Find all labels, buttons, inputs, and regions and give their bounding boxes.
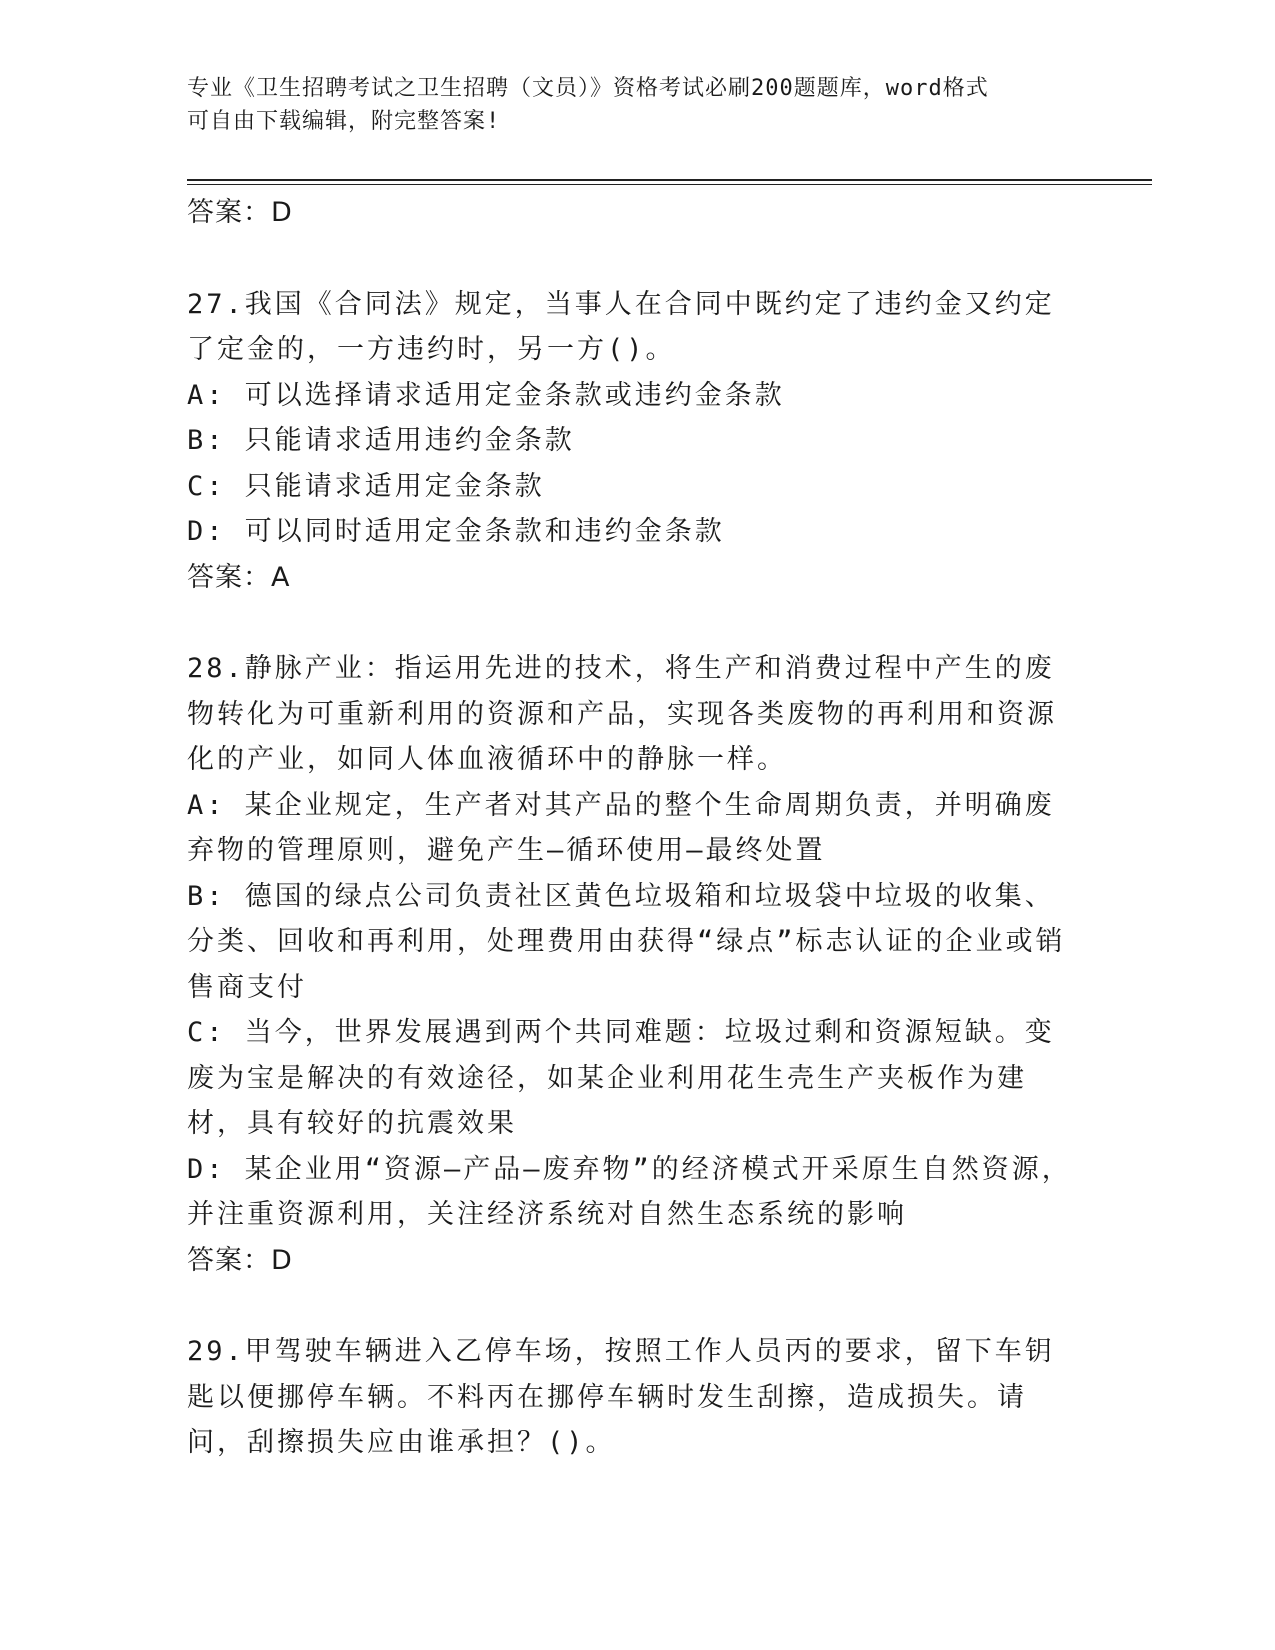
option-d: D: 某企业用“资源—产品—废弃物”的经济模式开采原生自然资源，并注重资源利用，关注经济系统对自然生态系统的影响 [187,1153,1072,1230]
answer-value: D [271,197,293,228]
question-content [187,190,1077,1466]
question-27 [187,282,1077,601]
answer-line [187,1238,1077,1284]
previous-answer-line [187,190,1077,236]
option-b: B: 只能请求适用违约金条款 [187,425,575,456]
answer-line [187,555,1077,601]
question-28 [187,646,1077,1283]
option-a: A: 可以选择请求适用定金条款或违约金条款 [187,379,785,411]
answer-label: 答案： [187,561,271,593]
question-text: 27.我国《合同法》规定，当事人在合同中既约定了违约金又约定了定金的，一方违约时，另一方()。 [187,288,1055,365]
answer-label: 答案： [187,197,271,228]
question-text: 29.甲驾驶车辆进入乙停车场，按照工作人员丙的要求，留下车钥匙以便挪停车辆。不料丙在挪停车辆时发生刮擦，造成损失。请问，刮擦损失应由谁承担？()。 [187,1336,1055,1458]
question-text: 28.静脉产业：指运用先进的技术，将生产和消费过程中产生的废物转化为可重新利用的资源和产品，实现各类废物的再利用和资源化的产业，如同人体血液循环中的静脉一样。 [187,653,1057,775]
option-c: C: 只能请求适用定金条款 [187,470,545,502]
option-d: D: 可以同时适用定金条款和违约金条款 [187,516,725,547]
answer-label: 答案： [187,1244,271,1276]
header-rule-thick [187,179,1152,181]
document-header [187,72,1067,138]
header-line-1: 专业《卫生招聘考试之卫生招聘（文员）》资格考试必刷200题题库，word格式 [187,76,989,101]
option-a: A: 某企业规定，生产者对其产品的整个生命周期负责，并明确废弃物的管理原则，避免产生—循环使用—最终处置 [187,789,1055,866]
answer-value: A [271,561,291,593]
header-line-2: 可自由下载编辑，附完整答案! [187,109,501,134]
header-rule-thin [187,184,1152,185]
option-c: C: 当今，世界发展遇到两个共同难题：垃圾过剩和资源短缺。变废为宝是解决的有效途径，如某企业利用花生壳生产夹板作为建材，具有较好的抗震效果 [187,1017,1055,1139]
answer-value: D [271,1244,293,1276]
option-b: B: 德国的绿点公司负责社区黄色垃圾箱和垃圾袋中垃圾的收集、分类、回收和再利用，处理费用由获得“绿点”标志认证的企业或销售商支付 [187,880,1066,1003]
question-29 [187,1329,1077,1466]
